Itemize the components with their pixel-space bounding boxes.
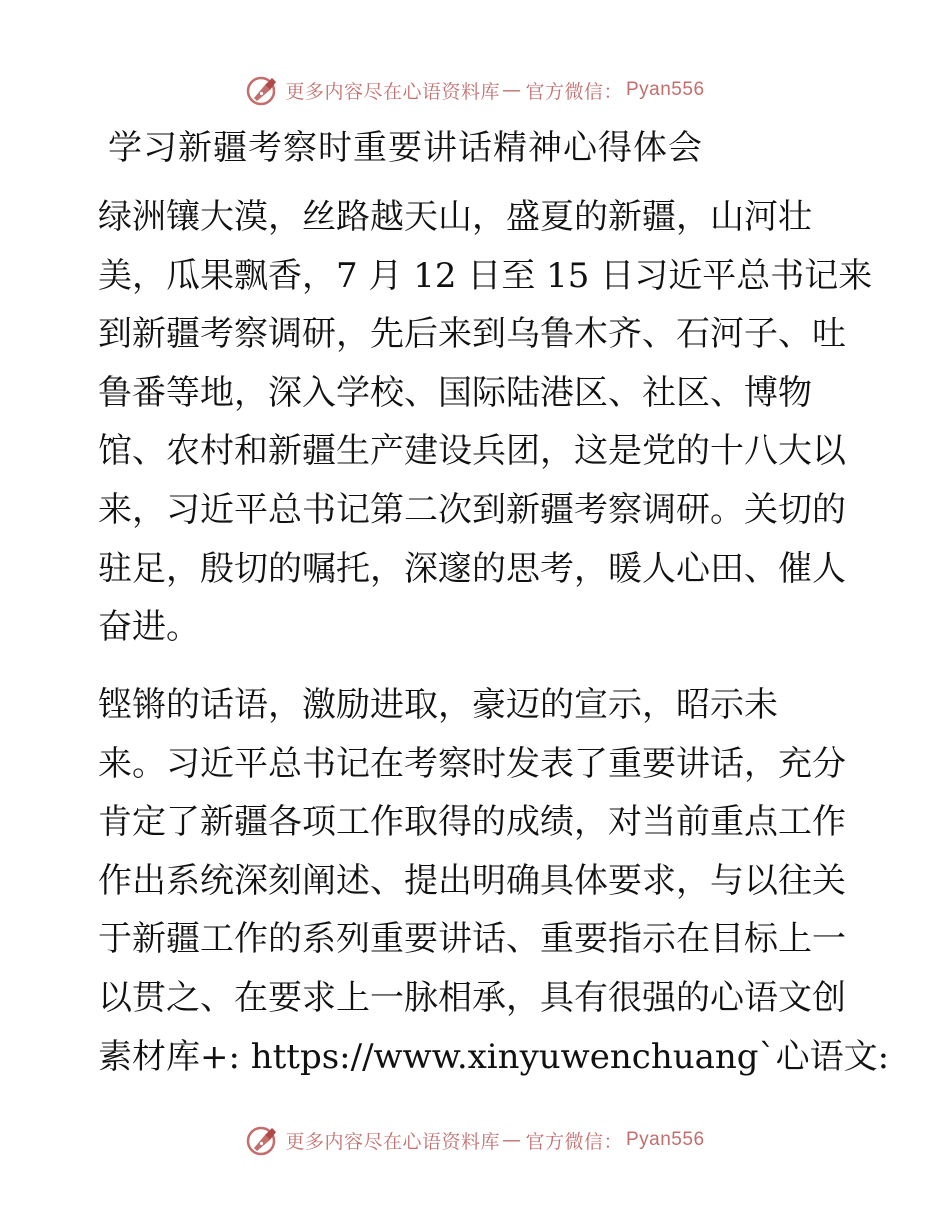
text-line: 奋进。: [98, 607, 200, 648]
paragraph-2: [98, 676, 890, 1086]
text-line: 绿洲镶大漠，丝路越天山，盛夏的新疆，山河壮: [98, 197, 812, 237]
banner-separator: —: [501, 79, 522, 101]
paragraph-1: [98, 188, 873, 657]
site-name: 更多内容尽在心语资料库: [285, 80, 500, 103]
banner-separator: —: [501, 1129, 522, 1151]
site-name: 更多内容尽在心语资料库: [285, 1130, 500, 1153]
wechat-id: Pyan556: [626, 1129, 705, 1150]
wechat-id: Pyan556: [626, 79, 705, 100]
pen-nib-icon: [245, 1122, 281, 1158]
text-line: 素材库+: https://www.xinyuwenchuang`心语文:: [98, 1036, 890, 1077]
text-line: 肯定了新疆各项工作取得的成绩，对当前重点工作: [98, 802, 846, 843]
text-line: 来。习近平总书记在考察时发表了重要讲话，充分: [98, 743, 846, 784]
document-title: 学习新疆考察时重要讲话精神心得体会: [108, 128, 703, 168]
header-watermark: [0, 70, 950, 110]
text-line: 来，习近平总书记第二次到新疆考察调研。关切的: [98, 489, 846, 530]
text-line: 美，瓜果飘香，7 月 12 日至 15 日习近平总书记来: [98, 255, 873, 296]
text-line: 于新疆工作的系列重要讲话、重要指示在目标上一: [98, 919, 846, 960]
footer-watermark: [0, 1120, 950, 1160]
text-line: 以贯之、在要求上一脉相承，具有很强的心语文创: [98, 977, 846, 1018]
text-line: 铿锵的话语，激励进取，豪迈的宣示，昭示未: [98, 685, 778, 725]
text-line: 到新疆考察调研，先后来到乌鲁木齐、石河子、吐: [98, 314, 846, 355]
text-line: 鲁番等地，深入学校、国际陆港区、社区、博物: [98, 372, 812, 413]
wechat-label: 官方微信：: [525, 1130, 623, 1153]
text-line: 驻足，殷切的嘱托，深邃的思考，暖人心田、催人: [98, 548, 846, 589]
text-line: 馆、农村和新疆生产建设兵团，这是党的十八大以: [98, 431, 846, 472]
wechat-label: 官方微信：: [525, 80, 623, 103]
text-line: 作出系统深刻阐述、提出明确具体要求，与以往关: [98, 860, 846, 901]
pen-nib-icon: [245, 72, 281, 108]
